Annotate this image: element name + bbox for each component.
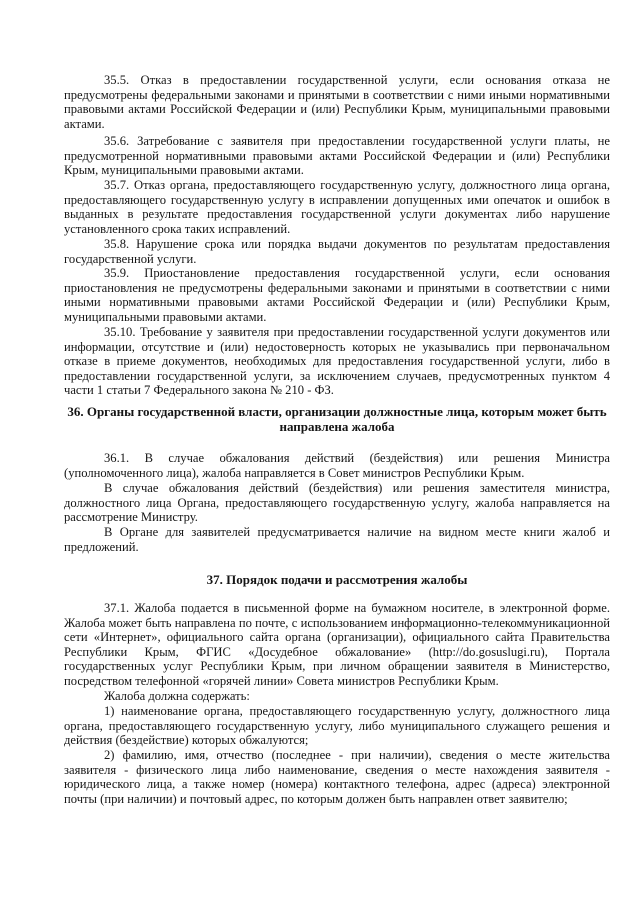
paragraph-37-item-1: 1) наименование органа, предоставляющего государственную услугу, должностного лица органа, предоставляющего государственную услугу, либо муниципального служащего решения и действия (бездействие) которых обжалуются;	[64, 704, 610, 748]
paragraph-36-1: 36.1. В случае обжалования действий (бездействия) или решения Министра (уполномоченного лица), жалоба направляется в Совет министров Республики Крым.	[64, 451, 610, 480]
paragraph-35-5: 35.5. Отказ в предоставлении государственной услуги, если основания отказа не предусмотрены федеральными законами и принятыми в соответствии с ними иными нормативными правовыми актами Российской Федерации и (или) Республики Крым, муниципальными правовыми актами.	[64, 73, 610, 131]
paragraph-35-9: 35.9. Приостановление предоставления государственной услуги, если основания приостановления не предусмотрены федеральными законами и принятыми в соответствии с ними иными нормативными правовыми актами Российской Федерации и (или) Республики Крым, муниципальными правовыми актами.	[64, 266, 610, 324]
paragraph-36-3: В Органе для заявителей предусматривается наличие на видном месте книги жалоб и предложений.	[64, 525, 610, 554]
paragraph-35-6: 35.6. Затребование с заявителя при предоставлении государственной услуги платы, не предусмотренной нормативными правовыми актами Российской Федерации и (или) Республики Крым, муниципальными правовыми актами.	[64, 134, 610, 178]
paragraph-35-7: 35.7. Отказ органа, предоставляющего государственную услугу, должностного лица органа, предоставляющего государственную услугу в исправлении допущенных ими опечаток и ошибок в выданных в результате предоставления государственной услуги документах либо нарушение установленного срока таких исправлений.	[64, 178, 610, 236]
paragraph-37-1: 37.1. Жалоба подается в письменной форме на бумажном носителе, в электронной форме. Жалоба может быть направлена по почте, с использованием информационно-телекоммуникационной сети «Интернет», официального сайта органа (организации), официального сайта Правительства Республики Крым, ФГИС «Досудебное обжалование» (http://do.gosuslugi.ru), Портала государственных услуг Республики Крым, при личном обращении заявителя в Министерство, посредством телефонной «горячей линии» Совета министров Республики Крым.	[64, 601, 610, 688]
section-heading-36: 36. Органы государственной власти, организации должностные лица, которым может быть направлена жалоба	[67, 404, 607, 434]
paragraph-37-item-2: 2) фамилию, имя, отчество (последнее - при наличии), сведения о месте жительства заявителя - физического лица либо наименование, сведения о месте нахождения заявителя - юридического лица, а также номер (номера) контактного телефона, адрес (адреса) электронной почты (при наличии) и почтовый адрес, по которым должен быть направлен ответ заявителю;	[64, 748, 610, 806]
paragraph-35-10: 35.10. Требование у заявителя при предоставлении государственной услуги документов или информации, отсутствие и (или) недостоверность которых не указывались при первоначальном отказе в приеме документов, необходимых для предоставления государственной услуги, либо в предоставлении государственной услуги, за исключением случаев, предусмотренных пунктом 4 части 1 статьи 7 Федерального закона № 210 - ФЗ.	[64, 325, 610, 398]
paragraph-37-contents: Жалоба должна содержать:	[104, 689, 250, 703]
section-heading-37: 37. Порядок подачи и рассмотрения жалобы	[206, 572, 468, 587]
paragraph-36-2: В случае обжалования действий (бездействия) или решения заместителя министра, должностного лица Органа, предоставляющего государственную услугу, жалоба направляется на рассмотрение Министру.	[64, 481, 610, 525]
paragraph-35-8: 35.8. Нарушение срока или порядка выдачи документов по результатам предоставления государственной услуги.	[64, 237, 610, 266]
